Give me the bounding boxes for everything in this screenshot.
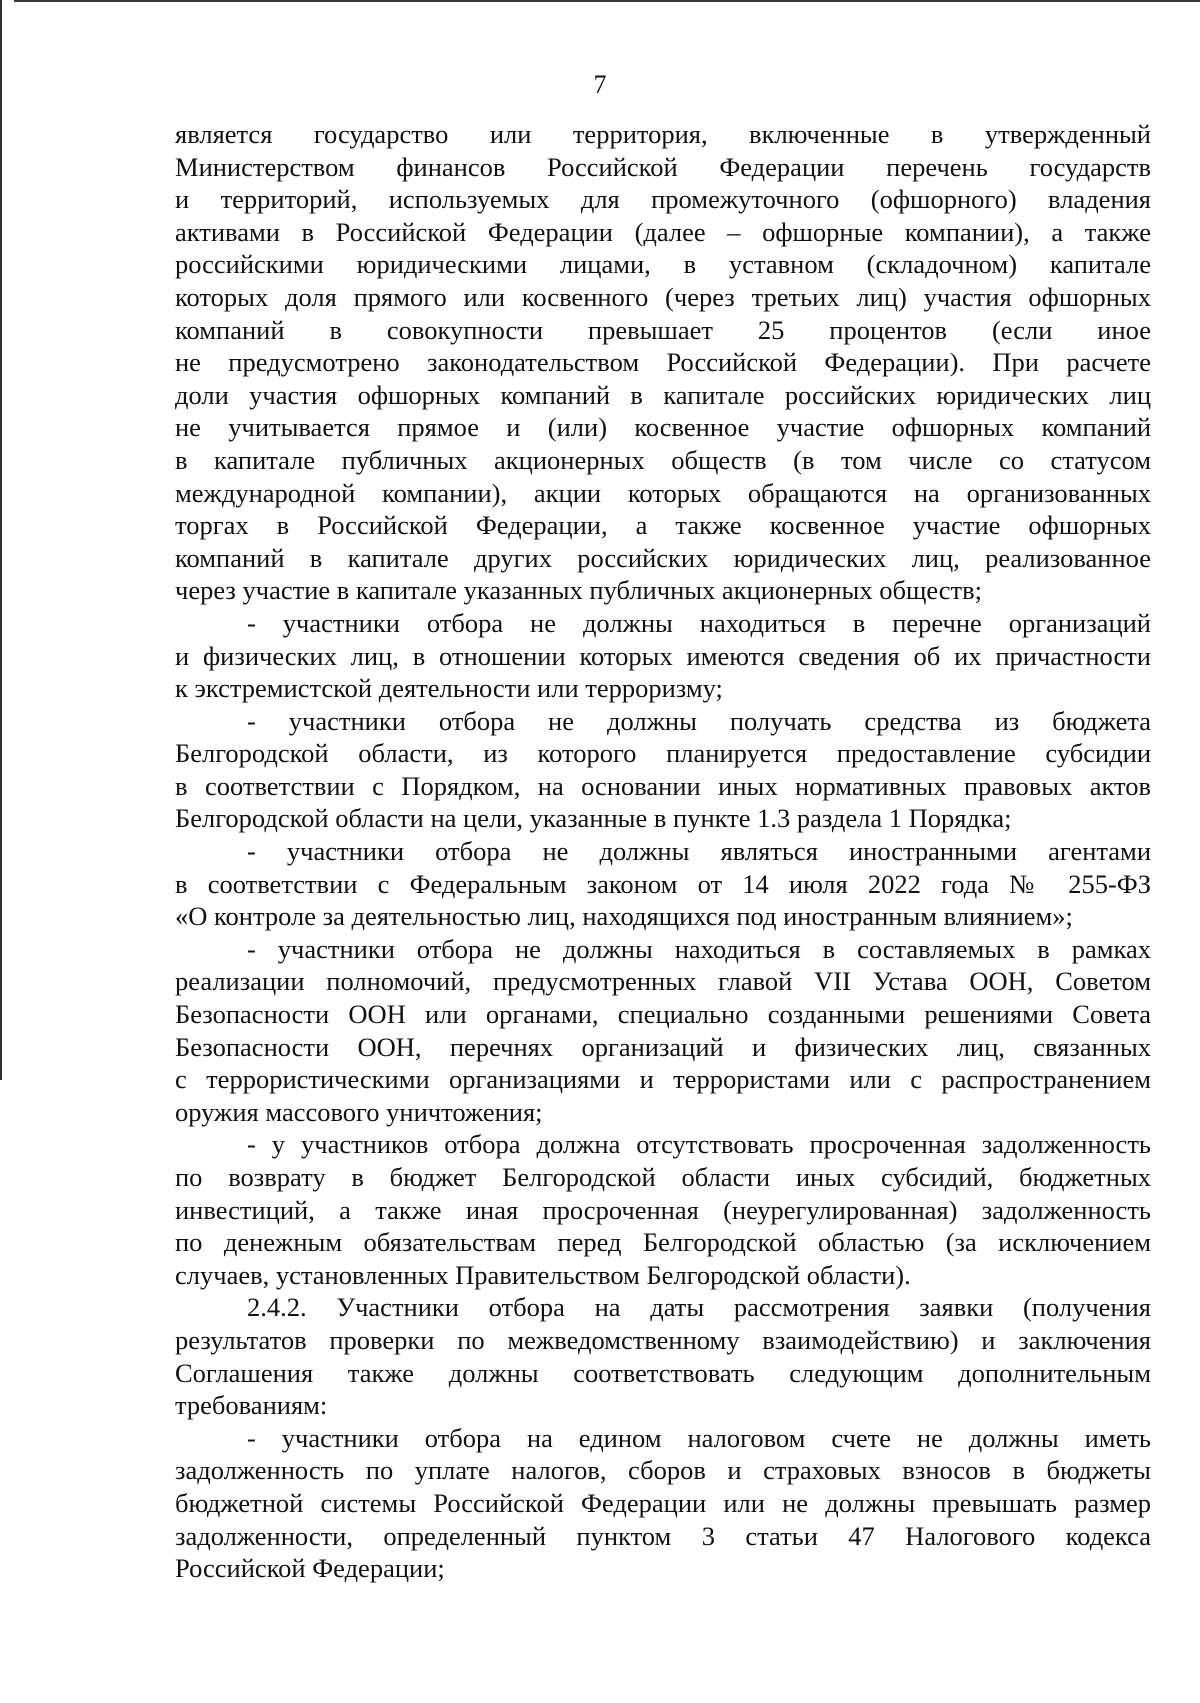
scan-edge-left	[0, 0, 2, 1080]
scan-edge-top	[14, 0, 1200, 2]
text-line: Российской Федерации;	[175, 1553, 445, 1584]
text-line: задолженности, определенный пунктом 3 статьи 47 Налогового кодекса	[175, 1520, 1151, 1551]
page-number: 7	[593, 70, 607, 99]
list-item-line: - участники отбора не должны находиться в перечне организаций	[247, 607, 1151, 638]
text-line: оружия массового уничтожения;	[175, 1096, 543, 1127]
text-line: не предусмотрено законодательством Российской Федерации). При расчете	[175, 347, 1151, 378]
text-line: Белгородской области на цели, указанные в пункте 1.3 раздела 1 Порядка;	[175, 803, 1012, 834]
text-line: является государство или территория, включенные в утвержденный	[175, 119, 1151, 149]
text-line: по возврату в бюджет Белгородской области иных субсидий, бюджетных	[175, 1162, 1151, 1192]
list-item-line: - участники отбора не должны являться иностранными агентами	[247, 836, 1151, 867]
text-line: Соглашения также должны соответствовать следующим дополнительным	[175, 1357, 1151, 1388]
text-line: «О контроле за деятельностью лиц, находящихся под иностранным влиянием»;	[175, 901, 1073, 932]
text-line: международной компании), акции которых обращаются на организованных	[175, 477, 1151, 508]
section-heading-line: 2.4.2. Участники отбора на даты рассмотрения заявки (получения	[247, 1292, 1151, 1323]
text-line: не учитывается прямое и (или) косвенное участие офшорных компаний	[175, 412, 1151, 443]
text-line: по денежным обязательствам перед Белгородской областью (за исключением	[175, 1227, 1151, 1258]
text-line: и территорий, используемых для промежуточного (офшорного) владения	[175, 184, 1151, 215]
text-line: к экстремистской деятельности или терроризму;	[175, 673, 723, 704]
text-line: активами в Российской Федерации (далее – офшорные компании), а также	[175, 216, 1151, 247]
text-line: компаний в капитале других российских юридических лиц, реализованное	[175, 542, 1151, 573]
text-line: инвестиций, а также иная просроченная (неурегулированная) задолженность	[175, 1194, 1151, 1225]
text-line: задолженность по уплате налогов, сборов и страховых взносов в бюджеты	[175, 1455, 1151, 1486]
text-line: Министерством финансов Российской Федерации перечень государств	[175, 151, 1151, 182]
text-line: реализации полномочий, предусмотренных главой VII Устава ООН, Советом	[175, 966, 1151, 997]
text-line: в соответствии с Федеральным законом от 14 июля 2022 года № 255-ФЗ	[175, 868, 1151, 899]
text-line: в соответствии с Порядком, на основании иных нормативных правовых актов	[175, 770, 1151, 801]
list-item-line: - у участников отбора должна отсутствовать просроченная задолженность	[247, 1129, 1151, 1160]
text-line: в капитале публичных акционерных обществ (в том числе со статусом	[175, 444, 1151, 475]
list-item-line: - участники отбора на едином налоговом счете не должны иметь	[247, 1422, 1151, 1453]
list-item-line: - участники отбора не должны получать средства из бюджета	[247, 705, 1151, 736]
text-line: которых доля прямого или косвенного (через третьих лиц) участия офшорных	[175, 281, 1151, 312]
text-line: российскими юридическими лицами, в уставном (складочном) капитале	[175, 249, 1151, 280]
text-line: бюджетной системы Российской Федерации или не должны превышать размер	[175, 1487, 1151, 1518]
text-line: торгах в Российской Федерации, а также косвенное участие офшорных	[175, 510, 1151, 541]
text-line: и физических лиц, в отношении которых имеются сведения об их причастности	[175, 640, 1151, 671]
text-line: с террористическими организациями и террористами или с распространением	[175, 1064, 1151, 1095]
document-body	[175, 118, 1151, 1585]
text-line: Безопасности ООН, перечнях организаций и физических лиц, связанных	[175, 1031, 1151, 1062]
text-line: требованиям:	[175, 1390, 328, 1421]
text-line: компаний в совокупности превышает 25 процентов (если иное	[175, 314, 1151, 345]
text-line: случаев, установленных Правительством Белгородской области).	[175, 1259, 911, 1290]
list-item-line: - участники отбора не должны находиться в составляемых в рамках	[247, 933, 1151, 964]
text-line: результатов проверки по межведомственному взаимодействию) и заключения	[175, 1324, 1151, 1355]
text-line: Белгородской области, из которого планируется предоставление субсидии	[175, 738, 1151, 769]
text-line: Безопасности ООН или органами, специально созданными решениями Совета	[175, 999, 1151, 1030]
text-line: через участие в капитале указанных публичных акционерных обществ;	[175, 575, 983, 606]
text-line: доли участия офшорных компаний в капитале российских юридических лиц	[175, 379, 1151, 410]
